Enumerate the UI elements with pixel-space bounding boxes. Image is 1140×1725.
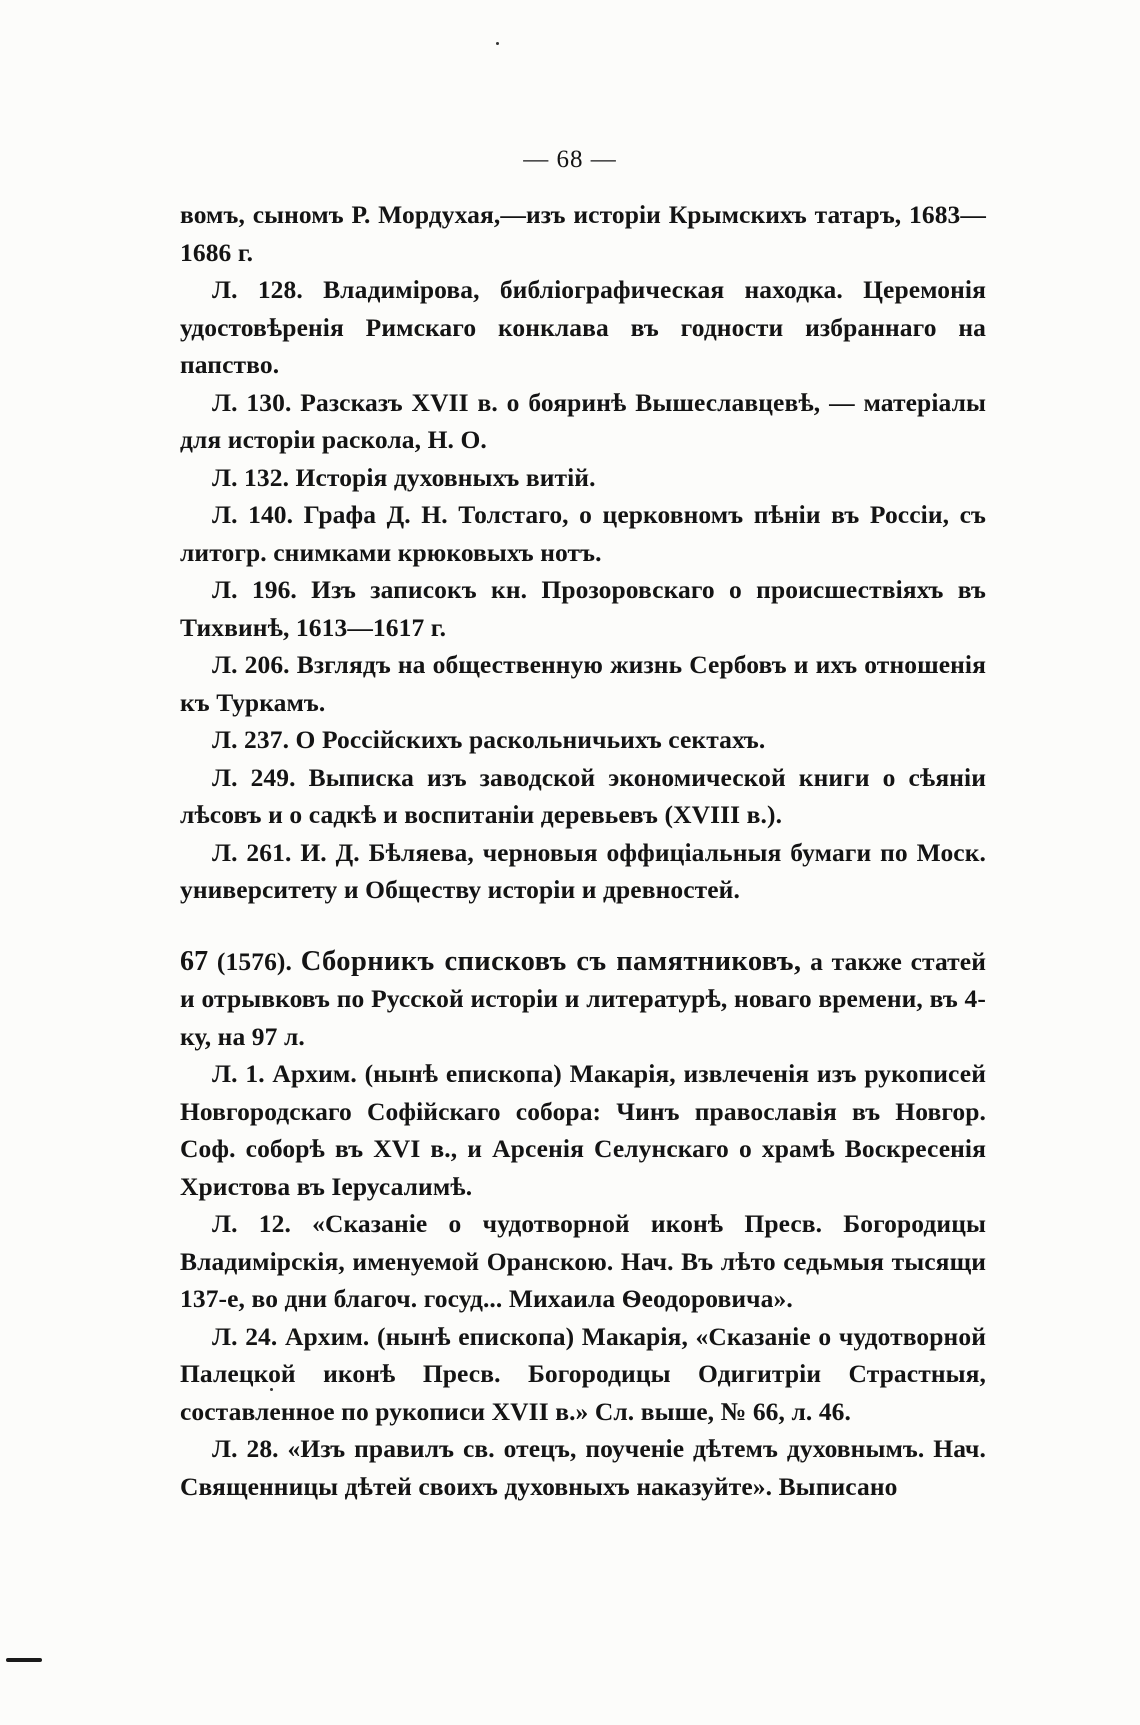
entry-l130: Л. 130. Разсказъ XVII в. о бояринѣ Вышеславцевѣ, — матеріалы для исторіи раскола, Н. О. [180, 387, 986, 454]
item-67-heading [180, 943, 986, 1056]
entry-l196: Л. 196. Изъ записокъ кн. Прозоровскаго о происшествіяхъ въ Тихвинѣ, 1613—1617 г. [180, 575, 986, 642]
entry-67-l12: Л. 12. «Сказаніе о чудотворной иконѣ Пресв. Богородицы Владимірскія, именуемой Оранскою. Нач. Въ лѣто седьмыя тысящи 137-е, во дни благоч. госуд... Михаила Ѳеодоровича». [180, 1209, 986, 1313]
entry-67-l1: Л. 1. Архим. (нынѣ епископа) Макарія, извлеченія изъ рукописей Новгородскаго Софійскаго собора: Чинъ православія въ Новгор. Соф. соборѣ въ XVI в., и Арсенія Селунскаго о храмѣ Воскресенія Христова въ Іерусалимѣ. [180, 1059, 986, 1201]
entry-67-l24: Л. 24. Архим. (нынѣ епископа) Макарія, «Сказаніе о чудотворной Палецкой иконѣ Пресв. Богородицы Одигитріи Страстныя, составленное по рукописи XVII в.» Сл. выше, № 66, л. 46. [180, 1321, 986, 1426]
margin-mark [6, 1658, 42, 1662]
item-67-code: (1576). [216, 946, 292, 976]
main-text [180, 196, 986, 1505]
entry-l132: Л. 132. Исторія духовныхъ витій. [212, 462, 596, 492]
entry-l261: Л. 261. И. Д. Бѣляева, черновыя оффиціальныя бумаги по Моск. университету и Обществу исторіи и древностей. [180, 837, 986, 904]
entry-l128: Л. 128. Владимірова, библіографическая находка. Церемонія удостовѣренія Римскаго конклава въ годности избраннаго на папство. [180, 275, 986, 379]
entry-l249: Л. 249. Выписка изъ заводской экономической книги о сѣяніи лѣсовъ и о садкѣ и воспитаніи деревьевъ (XVIII в.). [180, 762, 986, 829]
page-number: — 68 — [523, 146, 617, 173]
entry-l237: Л. 237. О Россійскихъ раскольничьихъ сектахъ. [212, 725, 766, 754]
item-67-title: Сборникъ списковъ съ памятниковъ, [300, 945, 802, 977]
paragraph-continuation: вомъ, сыномъ Р. Мордухая,—изъ исторіи Крымскихъ татаръ, 1683—1686 г. [180, 200, 986, 267]
item-67-number: 67 [180, 945, 209, 977]
item-67-description: а также статей и отрывковъ по Русской исторіи и литературѣ, новаго времени, въ 4-ку, на 97 л. [180, 946, 987, 1051]
entry-l206: Л. 206. Взглядъ на общественную жизнь Сербовъ и ихъ отношенія къ Туркамъ. [180, 650, 986, 717]
entry-l140: Л. 140. Графа Д. Н. Толстаго, о церковномъ пѣніи въ Россіи, съ литогр. снимками крюковыхъ нотъ. [180, 500, 986, 567]
speck [496, 42, 499, 45]
entry-67-l28: Л. 28. «Изъ правилъ св. отецъ, поученіе дѣтемъ духовнымъ. Нач. Священницы дѣтей своихъ духовныхъ наказуйте». Выписано [180, 1434, 986, 1501]
